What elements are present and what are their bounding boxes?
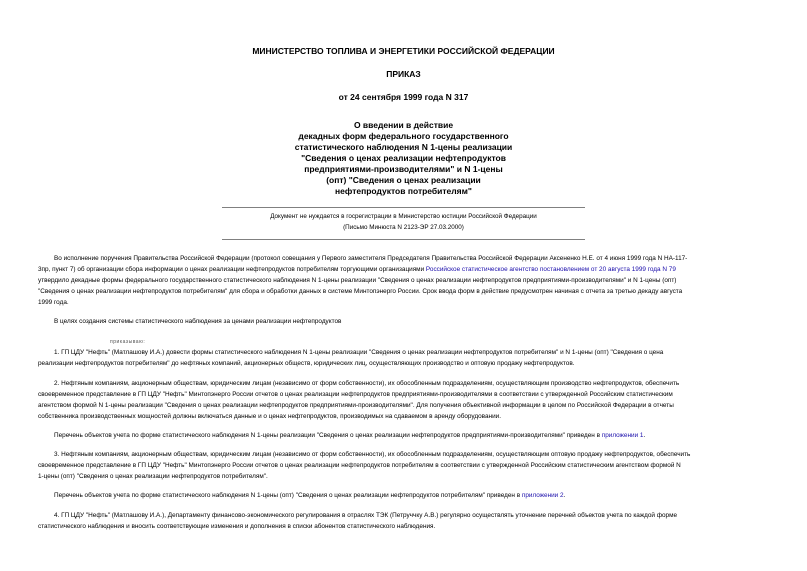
title-line: предприятиями-производителями" и N 1-цены <box>304 164 503 174</box>
paragraph-line: 1999 года. <box>38 299 69 306</box>
paragraph-line: "Сведения о ценах реализации нефтепродуктов потребителям" для сбора и обработки данных в системе Минтопэнерго России. Срок ввода форм в действие предусмотрен начиная с отчета за третью декаду августа <box>38 288 683 295</box>
paragraph-text: 3пр, пункт 7) об организации сбора информации о ценах реализации нефтепродуктов потребителям торгующими организациями <box>38 266 426 273</box>
item-3-line: своевременное представление в ГП ЦДУ "Нефть" Минтопэнерго России отчетов о ценах реализации нефтепродуктов потребителям в соответствии с утвержденной Российским статистическим агентством формой N <box>38 462 681 469</box>
title-line: декадных форм федерального государственного <box>298 131 509 141</box>
item-3-line: 3. Нефтяным компаниям, акционерным обществам, юридическим лицам (независимо от форм собственности), их обособленным подразделениям, осуществляющим оптовую продажу нефтепродуктов, обеспечить <box>54 451 691 458</box>
item-4-line: статистического наблюдения и вносить соответствующие изменения и дополнения в списки абонентов статистического наблюдения. <box>38 523 436 530</box>
bottom-divider <box>222 239 585 240</box>
appendix-2-link[interactable]: приложении 2 <box>521 492 564 499</box>
appendix-1-line <box>54 432 777 440</box>
title-line: нефтепродуктов потребителям" <box>335 186 472 196</box>
item-2-line: своевременное представление в ГП ЦДУ "Нефть" Минтопэнерго России отчетов о ценах реализации нефтепродуктов предприятиями-производителями в соответствии с утвержденной Российским статистическим <box>38 391 673 398</box>
item-2-line: 2. Нефтяным компаниям, акционерным обществам, юридическим лицам (независимо от форм собственности), их обособленным подразделениям, осуществляющим производство нефтепродуктов, обеспечить <box>54 380 680 387</box>
item-2-line: собственника производственных мощностей должны включаться данные и о ценах нефтепродуктов, производимых на сдаваемом в аренду оборудовании. <box>38 413 501 420</box>
paragraph-text: Перечень объектов учета по форме статистического наблюдения N 1-цены (опт) "Сведения о ценах реализации нефтепродуктов потребителям" приведен в <box>54 492 522 499</box>
item-2-line: агентством формой N 1-цены реализации "Сведения о ценах реализации нефтепродуктов предприятиями-производителями". Для получения объективной информации в целом по Российской Федерации в отчеты <box>38 402 674 409</box>
ministry-heading: МИНИСТЕРСТВО ТОПЛИВА И ЭНЕРГЕТИКИ РОССИЙСКОЙ ФЕДЕРАЦИИ <box>252 46 555 56</box>
item-3-line: 1-цены (опт) "Сведения о ценах реализации нефтепродуктов потребителям". <box>38 473 268 480</box>
rosstat-resolution-link[interactable]: Российское статистическое агентство постановлением от 20 августа 1999 года N 79 <box>425 266 676 273</box>
appendix-2-line <box>54 492 777 500</box>
paragraph-text: . <box>563 492 566 499</box>
registration-note-line: Документ не нуждается в госрегистрации в Министерство юстиции Российской Федерации <box>270 213 537 220</box>
top-divider <box>222 207 585 208</box>
paragraph-line: Во исполнение поручения Правительства Российской Федерации (протокол совещания у Первого заместителя Председателя Правительства Российской Федерации Аксененко Н.Е. от 4 июня 1999 года N НА-117- <box>54 255 688 262</box>
item-1-line: реализации нефтепродуктов потребителям" до нефтяных компаний, акционерных обществ, юридических лиц, осуществляющих производство и оптовую продажу нефтепродуктов. <box>38 360 575 367</box>
appendix-1-link[interactable]: приложении 1 <box>601 432 644 439</box>
item-4-line: 4. ГП ЦДУ "Нефть" (Матлашову И.А.), Департаменту финансово-экономического регулирования в отраслях ТЭК (Петруччку А.В.) регулярно осуществлять уточнение перечней объектов учета по каждой форме <box>54 512 678 519</box>
title-line: (опт) "Сведения о ценах реализации <box>326 175 481 185</box>
registration-note-line: (Письмо Минюста N 2123-ЭР 27.03.2000) <box>343 224 464 231</box>
item-1-line: 1. ГП ЦДУ "Нефть" (Матлашову И.А.) довести формы статистического наблюдения N 1-цены реализации "Сведения о ценах реализации нефтепродуктов потребителям" и N 1-цены (опт) "Сведения о цена <box>54 349 664 356</box>
order-word: приказываю: <box>110 339 146 345</box>
paragraph-text: Перечень объектов учета по форме статистического наблюдения N 1-цены реализации "Сведения о ценах реализации нефтепродуктов предприятиями-производителями" приведен в <box>54 432 602 439</box>
title-line: О введении в действие <box>353 120 454 130</box>
paragraph-line: В целях создания системы статистического наблюдения за ценами реализации нефтепродуктов <box>54 318 342 325</box>
paragraph-text: . <box>643 432 646 439</box>
date-number-heading: от 24 сентября 1999 года N 317 <box>338 92 469 102</box>
paragraph-line <box>38 266 777 274</box>
title-line: статистического наблюдения N 1-цены реализации <box>294 142 513 152</box>
title-line: "Сведения о ценах реализации нефтепродуктов <box>301 153 506 163</box>
doc-type-heading: ПРИКАЗ <box>386 69 421 79</box>
paragraph-line: утвердило декадные формы федерального государственного статистического наблюдения N 1-цены реализации "Сведения о ценах реализации нефтепродуктов предприятиями-производителями" и N 1-цены (опт) <box>38 277 677 284</box>
